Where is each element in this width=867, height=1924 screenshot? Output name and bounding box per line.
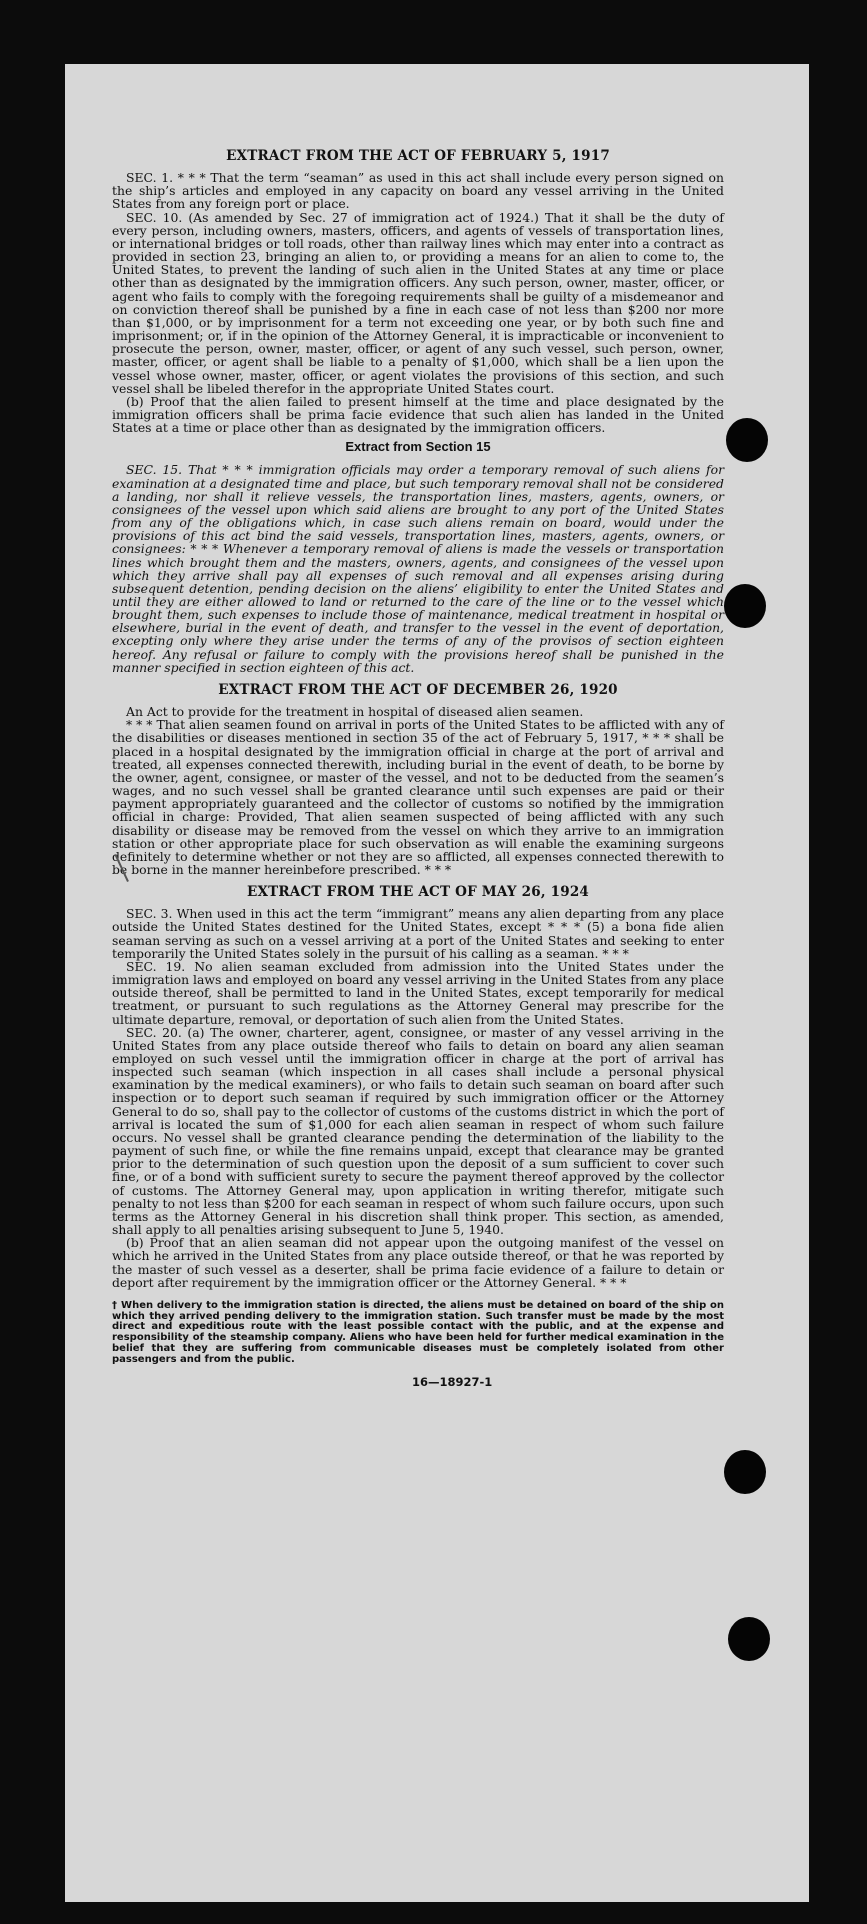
paragraph-1920-intro: An Act to provide for the treatment in hospital of diseased alien seamen.: [126, 704, 584, 720]
paragraph-sec-10: SEC. 10. (As amended by Sec. 27 of immigration act of 1924.) That it shall be the duty of every person, including owners, masters, officers, and agents of vessels of transportation lines, or international bridges or toll roads, other than railway lines which may enter into a contract as provided in section 23, bringing an alien to, or providing a means for an alien to come to, the United States, to prevent the landing of such alien in the United States at any time or place other than as designated by the immigration officers. Any such person, owner, master, officer, or agent who fails to comply with the foregoing requirements shall be guilty of a misdemeanor and on conviction thereof shall be punished by a fine in each case of not less than $200 nor more than $1,000, or by imprisonment for a term not exceeding one year, or by both such fine and imprisonment; or, if in the opinion of the Attorney General, it is impracticable or inconvenient to prosecute the person, owner, master, officer, or agent of any such vessel, such person, owner, master, officer, or agent shall be liable to a penalty of $1,000, which shall be a lien upon the vessel whose owner, master, officer, or agent violates the provisions of this section, and such vessel shall be libeled therefor in the appropriate United States court.: [112, 209, 724, 396]
footnote: † When delivery to the immigration station is directed, the aliens must be detained on board of the ship on which they arrived pending delivery to the immigration station. Such transfer must be made by the most direct and expeditious route with the least possible contact with the public, and at the expense and responsibility of the steamship company. Aliens who have been held for further medical examination in the belief that they are suffering from communicable diseases must be completely isolated from other passengers and from the public.: [112, 1299, 724, 1365]
paragraph-sec-15: SEC. 15. That * * * immigration officials may order a temporary removal of such aliens for examination at a designated time and place, but such temporary removal shall not be considered a landing, nor shall it relieve vessels, the transportation lines, masters, agents, owners, or consignees of the vessel upon which said aliens are brought to any port of the United States from any of the obligations which, in case such aliens remain on board, would under the provisions of this act bind the said vessels, transportation lines, masters, agents, owners, or consignees: * * * Whenever a temporary removal of aliens is made the vessels or transportation lines which brought them and the masters, owners, agents, and consignees of the vessel upon which they arrive shall pay all expenses of such removal and all expenses arising during subsequent detention, pending decision on the aliens’ eligibility to enter the United States and until they are either allowed to land or returned to the care of the line or to the vessel which brought them, such expenses to include those of maintenance, medical treatment in hospital or elsewhere, burial in the event of death, and transfer to the vessel in the event of deportation, excepting only where they arise under the terms of any of the provisos of section eighteen hereof. Any refusal or failure to comply with the provisions hereof shall be punished in the manner specified in section eighteen of this act.: [112, 462, 724, 675]
heading-section-15: Extract from Section 15: [345, 439, 491, 455]
form-number: 16—18927-1: [412, 1374, 493, 1389]
paragraph-sec-19: SEC. 19. No alien seaman excluded from admission into the United States under the immigration laws and employed on board any vessel arriving in the United States from any place outside thereof, shall be permitted to land in the United States, except temporarily for medical treatment, or pursuant to such regulations as the Attorney General may prescribe for the ultimate departure, removal, or deportation of such alien from the United States.: [112, 958, 724, 1027]
document-body: [112, 150, 724, 1389]
paragraph-sec-20b: (b) Proof that an alien seaman did not appear upon the outgoing manifest of the vessel on which he arrived in the United States from any place outside thereof, or that he was reported by the master of such vessel as a deserter, shall be prima facie evidence of a failure to detain or deport after requirement by the immigration officer or the Attorney General. * * *: [112, 1235, 724, 1290]
punch-hole-1: [726, 418, 768, 462]
paragraph-sec-20a: SEC. 20. (a) The owner, charterer, agent, consignee, or master of any vessel arriving in the United States from any place outside thereof who fails to detain on board any alien seaman employed on such vessel until the immigration officer in charge at the port of arrival has inspected such seaman (which inspection in all cases shall include a personal physical examination by the medical examiners), or who fails to detain such seaman on board after such inspection or to deport such seaman if required by such immigration officer or the Attorney General to do so, shall pay to the collector of customs of the customs district in which the port of arrival is located the sum of $1,000 for each alien seaman in respect of whom such failure occurs. No vessel shall be granted clearance pending the determination of the liability to the payment of such fine, or while the fine remains unpaid, except that clearance may be granted prior to the determination of such question upon the deposit of a sum sufficient to cover such fine, or of a bond with sufficient surety to secure the payment thereof approved by the collector of customs. The Attorney General may, upon application in writing therefor, mitigate such penalty to not less than $200 for each seaman in respect of whom such failure occurs, upon such terms as the Attorney General in his discretion shall think proper. This section, as amended, shall apply to all penalties arising subsequent to June 5, 1940.: [112, 1024, 724, 1238]
paragraph-sec-10b: (b) Proof that the alien failed to present himself at the time and place designated by the immigration officers shall be prima facie evidence that such alien has landed in the United States at a time or place other than as designated by the immigration officers.: [112, 393, 724, 436]
punch-hole-2: [724, 584, 766, 628]
heading-act-1917: EXTRACT FROM THE ACT OF FEBRUARY 5, 1917: [226, 148, 610, 164]
paragraph-sec-3: SEC. 3. When used in this act the term “immigrant” means any alien departing from any place outside the United States destined for the United States, except * * * (5) a bona fide alien seaman serving as such on a vessel arriving at a port of the United States and seeking to enter temporarily the United States solely in the pursuit of his calling as a seaman. * * *: [112, 906, 724, 961]
paragraph-1920-body: * * * That alien seamen found on arrival in ports of the United States to be afflicted with any of the disabilities or diseases mentioned in section 35 of the act of February 5, 1917, * * * shall be placed in a hospital designated by the immigration official in charge at the port of arrival and treated, all expenses connected therewith, including burial in the event of death, to be borne by the owner, agent, consignee, or master of the vessel, and not to be deducted from the seamen’s wages, and no such vessel shall be granted clearance until such expenses are paid or their payment appropriately guaranteed and the collector of customs so notified by the immigration official in charge: Provided, That alien seamen suspected of being afflicted with any such disability or disease may be removed from the vessel on which they arrive to an immigration station or other appropriate place for such observation as will enable the examining surgeons definitely to determine whether or not they are so afflicted, all expenses connected therewith to be borne in the manner hereinbefore prescribed. * * *: [112, 717, 724, 877]
paragraph-sec-1: SEC. 1. * * * That the term “seaman” as used in this act shall include every person signed on the ship’s articles and employed in any capacity on board any vessel arriving in the United States from any foreign port or place.: [112, 170, 724, 212]
heading-act-1924: EXTRACT FROM THE ACT OF MAY 26, 1924: [246, 884, 590, 901]
punch-hole-4: [728, 1617, 770, 1661]
punch-hole-3: [724, 1450, 766, 1494]
heading-act-1920: EXTRACT FROM THE ACT OF DECEMBER 26, 1920: [218, 681, 618, 698]
